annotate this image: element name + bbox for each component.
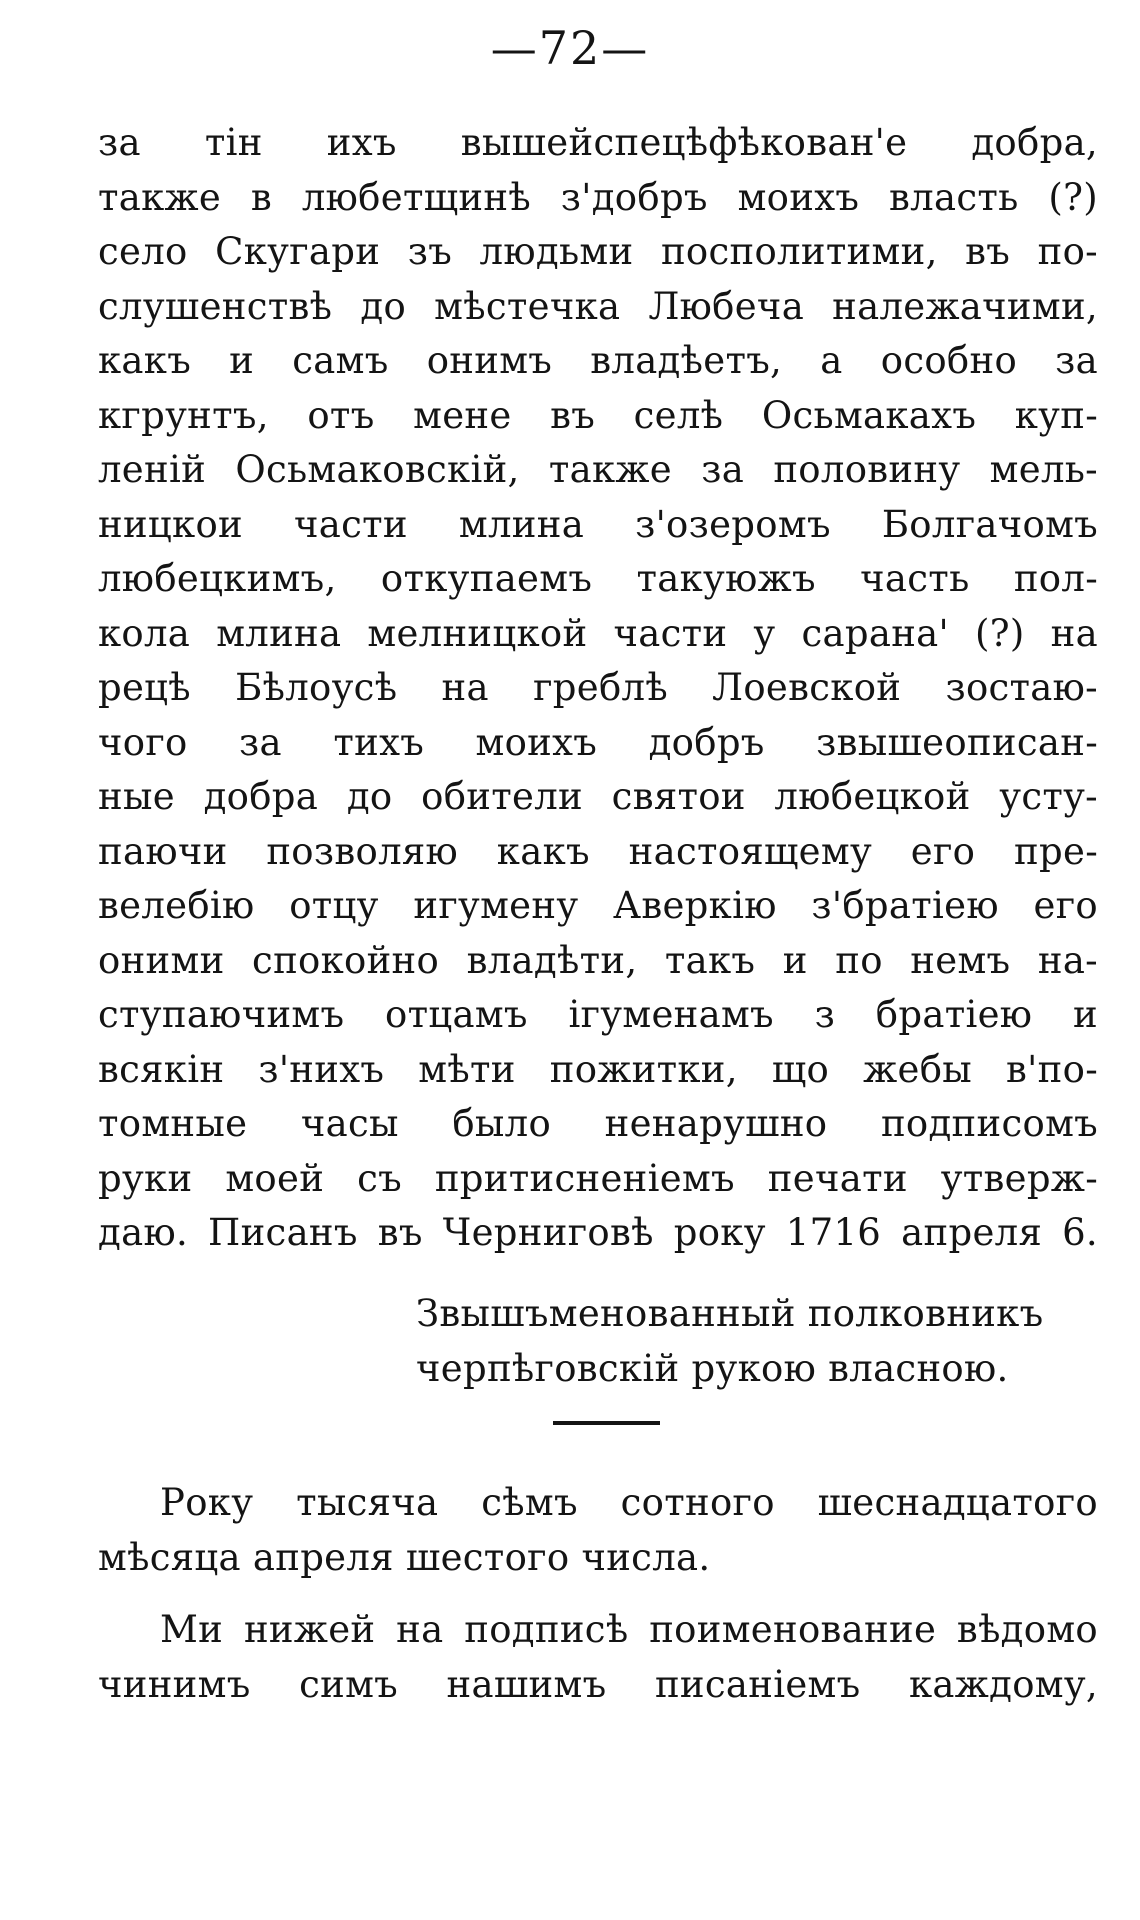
text-line: мѣсяца апреля шестого числа. <box>98 1535 711 1579</box>
text-line: оними спокойно владѣти, такъ и по немъ на- <box>98 938 1098 982</box>
text-line: рецѣ Бѣлоусѣ на греблѣ Лоевской зостаю- <box>98 666 1098 709</box>
signature-block <box>416 1287 1096 1396</box>
text-line: любецкимъ, откупаемъ такуюжъ часть пол- <box>98 557 1098 600</box>
text-line: ные добра до обители святои любецкой усту- <box>98 775 1098 818</box>
text-line: за тін ихъ вышейспецѣфѣкован'е добра, <box>98 121 1098 164</box>
text-line: также в любетщинѣ з'добръ моихъ власть (?) <box>98 175 1098 219</box>
text-line: даю. Писанъ въ Черниговѣ року 1716 апреля 6. <box>98 1211 1098 1254</box>
text-line: какъ и самъ онимъ владѣетъ, а особно за <box>98 339 1098 382</box>
text-line: Року тысяча сѣмъ сотного шеснадцатого <box>160 1481 1098 1524</box>
signature-line: Звышъменованный полковникъ <box>416 1292 1044 1335</box>
main-text-block <box>98 116 1098 1261</box>
text-line: кола млина мелницкой части у сарана' (?) на <box>98 611 1098 655</box>
second-section <box>98 1476 1098 1712</box>
text-line: велебію отцу игумену Аверкію з'братіею его <box>98 884 1098 927</box>
text-line: ницкои части млина з'озеромъ Болгачомъ <box>98 502 1098 546</box>
page-number: —72— <box>490 21 650 75</box>
text-line: всякін з'нихъ мѣти пожитки, що жебы в'по- <box>98 1047 1098 1091</box>
section-divider <box>553 1421 660 1425</box>
text-line: ступаючимъ отцамъ ігуменамъ з братіею и <box>98 993 1098 1036</box>
text-line: кгрунтъ, отъ мене въ селѣ Осьмакахъ куп- <box>98 393 1098 437</box>
text-line: паючи позволяю какъ настоящему его пре- <box>98 829 1098 873</box>
text-line: село Скугари зъ людьми посполитими, въ по- <box>98 230 1098 273</box>
text-line: леній Осьмаковскій, также за половину мель- <box>98 448 1098 491</box>
text-line: слушенствѣ до мѣстечка Любеча належачими, <box>98 284 1098 328</box>
text-line: томные часы было ненарушно подписомъ <box>98 1102 1098 1145</box>
text-line: чинимъ симъ нашимъ писаніемъ каждому, <box>98 1662 1098 1706</box>
signature-line: черпѣговскій рукою власною. <box>416 1346 1009 1390</box>
text-line: Ми нижей на подписѣ поименование вѣдомо <box>160 1608 1098 1651</box>
text-line: руки моей съ притисненіемъ печати утверж- <box>98 1156 1098 1200</box>
text-line: чого за тихъ моихъ добръ звышеописан- <box>98 720 1098 764</box>
